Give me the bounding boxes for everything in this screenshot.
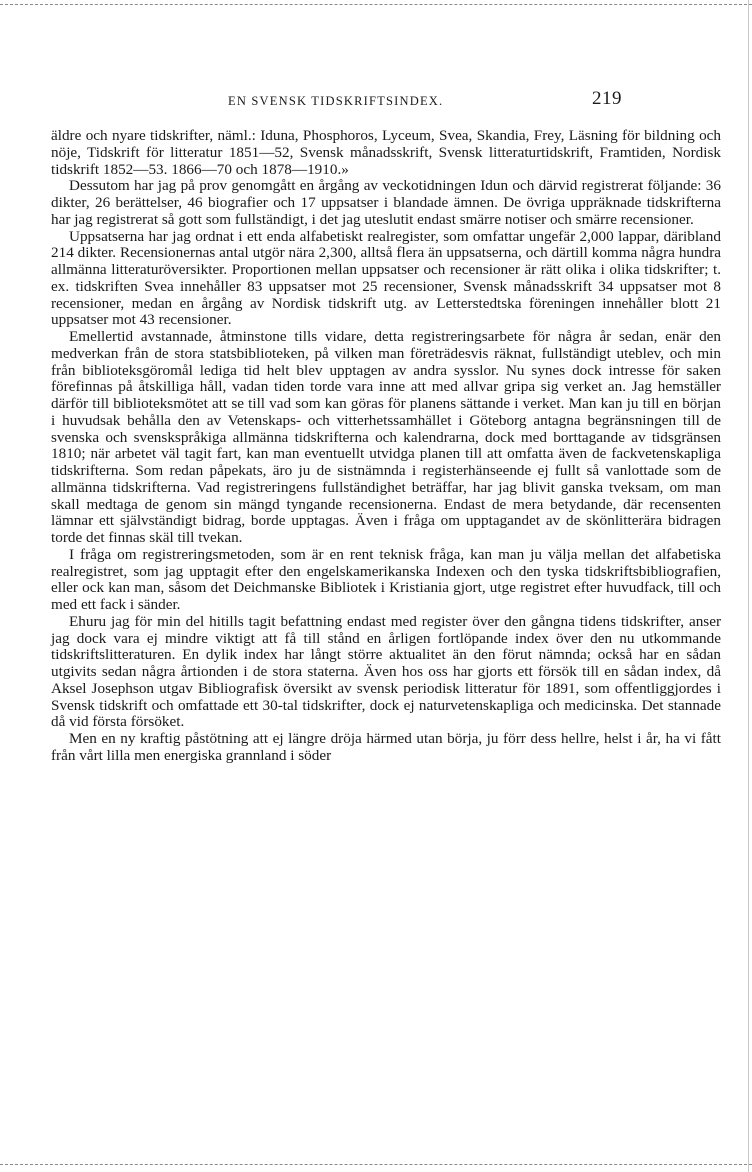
- paragraph-4: Emellertid avstannade, åtminstone tills vidare, detta registreringsarbete för några år sedan, enär den medverkan från de stora statsbiblioteken, på vilken man företrädesvis räknat, fullständigt uteblev, och min från biblioteksgöromål lediga tid helt blev upptagen av andra sysslor. Nu synes dock intresse för saken förefinnas på åtskilliga håll, vadan tiden torde vara inne att med allvar gripa sig verket an. Jag hemställer därför till biblioteksmötet att se till vad som kan göras för planens sättande i verket. Man kan ju till en början i huvudsak behålla den av Vetenskaps- och vitterhetssamhället i Göteborg antagna begränsningen till de svenska och svenskspråkiga allmänna tidskrifterna och kalendrarna, dock med borttagande av tidsgränsen 1810; när arbetet väl tagit fart, kan man eventuellt utvidga planen till att omfatta även de fackvetenskapliga tidskrifterna. Som redan påpekats, äro ju de sistnämnda i registerhänseende ej fullt så vanlottade som de allmänna tidskrifterna. Vad registreringens fullständighet beträffar, har jag blivit ganska tveksam, om man skall medtaga de genom sin mängd tyngande recensionerna. Endast de mera betydande, där recensenten lämnar ett självständigt bidrag, borde upptagas. Även i fråga om upptagandet av de skönlitterära bidragen torde det finnas skäl till tvekan.: [51, 328, 721, 546]
- scan-edge-right: [748, 0, 749, 1172]
- scan-edge-bottom: [0, 1164, 752, 1165]
- paragraph-3: Uppsatserna har jag ordnat i ett enda alfabetiskt realregister, som omfattar ungefär 2,000 lappar, däribland 214 dikter. Recensionernas antal utgör nära 2,300, alltså flera än uppsatserna, och därtill komma några hundra allmänna litteraturöversikter. Proportionen mellan uppsatser och recensioner är rätt olika i olika tidskrifter; t. ex. tidskriften Svea innehåller 83 uppsatser mot 25 recensioner, Svensk månadsskrift 34 uppsatser mot 8 recensioner, medan en årgång av Nordisk tidskrift utg. av Letterstedtska föreningen innehåller blott 21 uppsatser mot 43 recensioner.: [51, 227, 721, 329]
- paragraph-7: Men en ny kraftig påstötning att ej längre dröja härmed utan börja, ju förr dess hellre, helst i år, ha vi fått från vårt lilla men energiska grannland i söder: [51, 730, 721, 764]
- page-number: 219: [592, 88, 622, 109]
- paragraph-6: Ehuru jag för min del hitills tagit befattning endast med register över den gångna tidens tidskrifter, anser jag dock vara ej mindre viktigt att få till stånd en årligen fortlöpande index över den nu utkommande tidskriftslitteraturen. En dylik index har långt större aktualitet än den förut nämnda; också har en sådan utgivits sedan några årtionden i de stora staterna. Även hos oss har gjorts ett försök till en sådan index, då Aksel Josephson utgav Bibliografisk översikt av svensk periodisk litteratur för 1891, som offentliggjordes i Svensk tidskrift och omfattade ett 30-tal tidskrifter, dock ej naturvetenskapliga och medicinska. Det stannade då vid första försöket.: [51, 612, 721, 731]
- scan-edge-top: [0, 4, 752, 5]
- paragraph-2: Dessutom har jag på prov genomgått en årgång av veckotidningen Idun och därvid registrerat följande: 36 dikter, 26 berättelser, 46 biografier och 17 uppsatser i blandade ämnen. De övriga uppräknade tidskrifterna har jag registrerat så gott som fullständigt, i det jag uteslutit endast smärre notiser och smärre recensioner.: [51, 177, 721, 228]
- article-body: [51, 128, 721, 765]
- paragraph-5: I fråga om registreringsmetoden, som är en rent teknisk fråga, kan man ju välja mellan det alfabetiska realregistret, som jag upptagit efter den engelskamerikanska Indexen och den tyska tidskriftsbibliografien, eller ock kan man, såsom det Deichmanske Bibliotek i Kristiania gjort, utge registret efter huvudfack, till och med ett fack i sänder.: [51, 545, 721, 613]
- paragraph-1: äldre och nyare tidskrifter, näml.: Iduna, Phosphoros, Lyceum, Svea, Skandia, Frey, Läsning för bildning och nöje, Tidskrift för litteratur 1851—52, Svensk månadsskrift, Svensk litteraturtidskrift, Framtiden, Nordisk tidskrift 1852—53. 1866—70 och 1878—1910.»: [51, 127, 721, 178]
- running-title: EN SVENSK TIDSKRIFTSINDEX.: [228, 94, 444, 108]
